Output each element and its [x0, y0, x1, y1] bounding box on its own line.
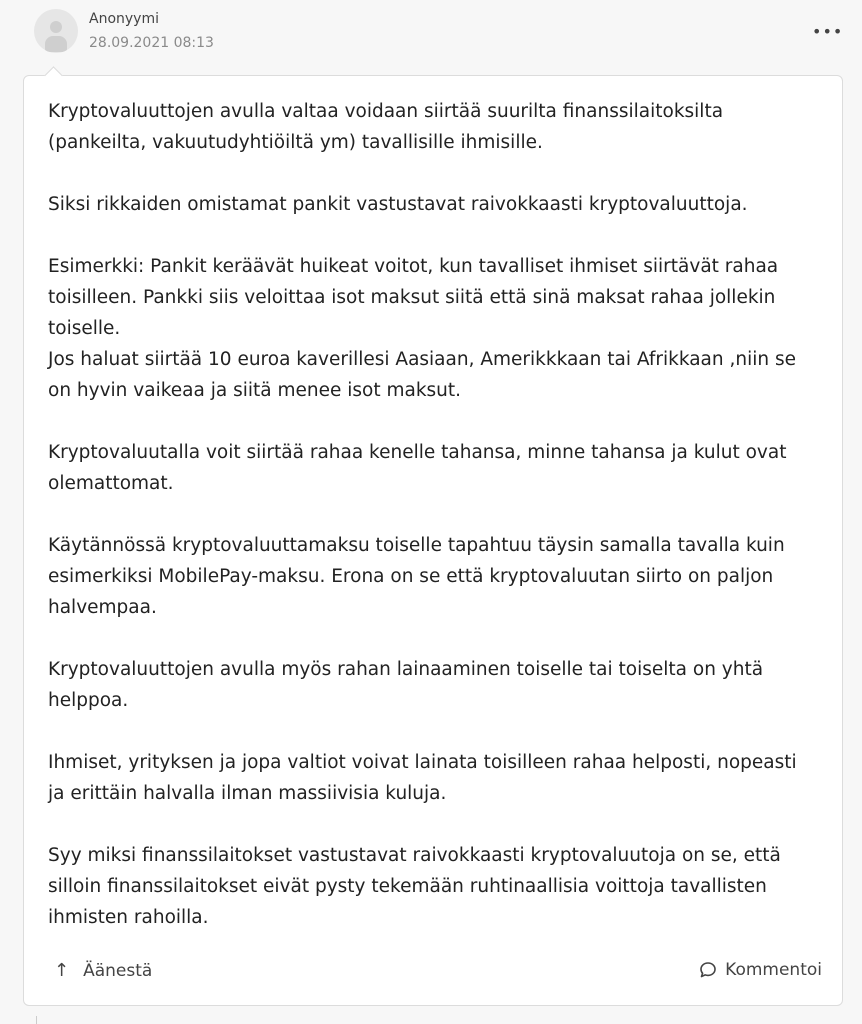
post-paragraph: Syy miksi finanssilaitokset vastustavat raivokkaasti kryptovaluutoja on se, että silloin finanssilaitokset eivät pysty tekemään ruhtinaallisia voittoja tavallisten ihmisten rahoilla.: [48, 845, 781, 928]
comment-button[interactable]: [699, 960, 822, 980]
divider: [36, 1016, 37, 1024]
post-paragraph: Siksi rikkaiden omistamat pankit vastustavat raivokkaasti kryptovaluuttoja.: [48, 194, 748, 215]
avatar-body-shape: [45, 36, 67, 52]
author-name: Anonyymi: [89, 11, 159, 27]
post-paragraph: Ihmiset, yrityksen ja jopa valtiot voivat lainata toisilleen rahaa helposti, nopeasti ja erittäin halvalla ilman massiivisia kuluja.: [48, 752, 797, 804]
post-content: [48, 96, 818, 964]
arrow-up-icon: ↑: [54, 960, 70, 981]
post-header: [0, 0, 862, 70]
post-actions: [24, 960, 842, 990]
comment-label: Kommentoi: [725, 960, 822, 980]
post-paragraph: Kryptovaluuttojen avulla valtaa voidaan siirtää suurilta finanssilaitoksilta (pankeilta, vakuutudyhtiöiltä ym) tavallisille ihmisille.: [48, 101, 724, 153]
post-timestamp: 28.09.2021 08:13: [89, 35, 214, 51]
post-paragraph: Kryptovaluutalla voit siirtää rahaa kenelle tahansa, minne tahansa ja kulut ovat olemattomat.: [48, 442, 787, 494]
avatar-head-shape: [50, 21, 62, 33]
post-card: [23, 75, 843, 1006]
post-paragraph: Käytännössä kryptovaluuttamaksu toiselle tapahtuu täysin samalla tavalla kuin esimerkiksi MobilePay-maksu. Erona on se että kryptovaluutan siirto on paljon halvempaa.: [48, 535, 785, 618]
post-paragraph: Esimerkki: Pankit keräävät huikeat voitot, kun tavalliset ihmiset siirtävät rahaa toisilleen. Pankki siis veloittaa isot maksut siitä että sinä maksat rahaa jollekin toiselle. Jos haluat siirtää 10 euroa kaverillesi Aasiaan, Amerikkkaan tai Afrikkaan ,niin se on hyvin vaikeaa ja siitä menee isot maksut.: [48, 256, 796, 401]
vote-button[interactable]: [54, 960, 152, 981]
avatar: [34, 9, 78, 53]
post-paragraph: Kryptovaluuttojen avulla myös rahan lainaaminen toiselle tai toiselta on yhtä helppoa.: [48, 659, 764, 711]
more-options-icon[interactable]: •••: [812, 22, 844, 41]
speech-bubble-icon: [699, 961, 717, 979]
vote-label: Äänestä: [83, 960, 153, 981]
